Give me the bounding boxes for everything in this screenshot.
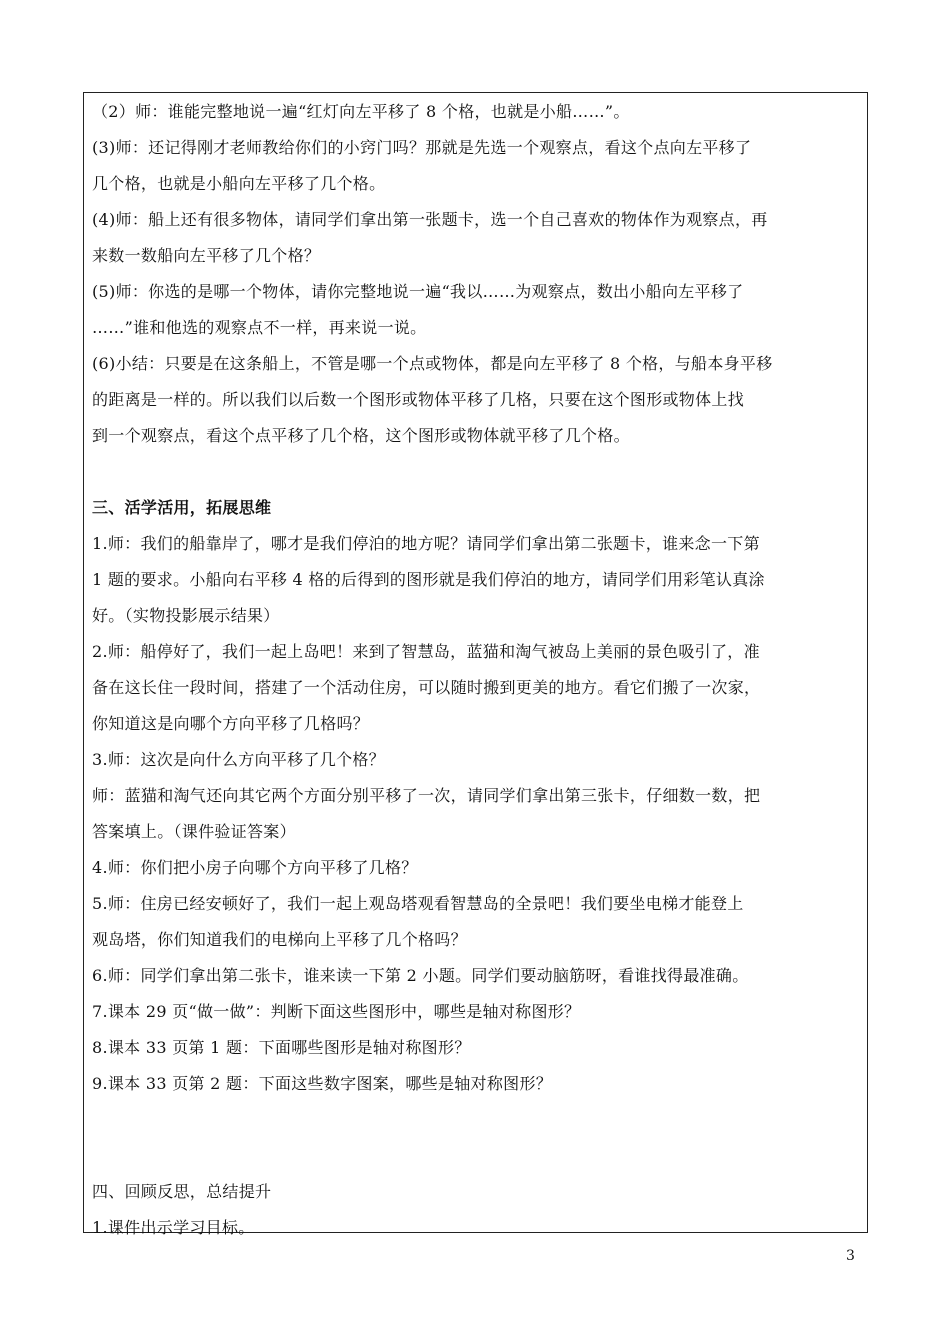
- text-line: 你知道这是向哪个方向平移了几格吗？: [92, 714, 370, 733]
- spacer: [92, 1138, 864, 1174]
- lesson-plan-content: [92, 94, 864, 1246]
- spacer: [92, 454, 864, 490]
- section-3: [92, 490, 864, 1102]
- text-line: 2.师：船停好了，我们一起上岛吧！来到了智慧岛，蓝猫和淘气被岛上美丽的景色吸引了，准: [92, 642, 760, 661]
- text-line: 观岛塔，你们知道我们的电梯向上平移了几个格吗？: [92, 930, 467, 949]
- text-line: ……”谁和他选的观察点不一样，再来说一说。: [92, 318, 427, 337]
- text-line: 好。（实物投影展示结果）: [92, 606, 280, 625]
- section-3-heading: 三、活学活用，拓展思维: [92, 498, 272, 517]
- text-line: 备在这长住一段时间，搭建了一个活动住房，可以随时搬到更美的地方。看它们搬了一次家，: [92, 678, 761, 697]
- text-line: 几个格，也就是小船向左平移了几个格。: [92, 174, 386, 193]
- section-2-body: [92, 94, 864, 454]
- text-line: 8.课本 33 页第 1 题：下面哪些图形是轴对称图形？: [92, 1038, 471, 1057]
- text-line: 的距离是一样的。所以我们以后数一个图形或物体平移了几格，只要在这个图形或物体上找: [92, 390, 745, 409]
- text-line: 1.师：我们的船靠岸了，哪才是我们停泊的地方呢？请同学们拿出第二张题卡，谁来念一下第: [92, 534, 760, 553]
- text-line: 到一个观察点，看这个点平移了几个格，这个图形或物体就平移了几个格。: [92, 426, 630, 445]
- spacer: [92, 1102, 864, 1138]
- section-4: [92, 1174, 864, 1246]
- text-line: （2）师：谁能完整地说一遍“红灯向左平移了 8 个格，也就是小船……”。: [92, 102, 630, 121]
- text-line: (3)师：还记得刚才老师教给你们的小窍门吗？那就是先选一个观察点，看这个点向左平移了: [92, 138, 752, 157]
- text-line: 答案填上。（课件验证答案）: [92, 822, 296, 841]
- section-4-heading: 四、回顾反思，总结提升: [92, 1182, 272, 1201]
- text-line: (4)师：船上还有很多物体，请同学们拿出第一张题卡，选一个自己喜欢的物体作为观察点，再: [92, 210, 768, 229]
- text-line: (6)小结：只要是在这条船上，不管是哪一个点或物体，都是向左平移了 8 个格，与船本身平移: [92, 354, 773, 373]
- text-line: 1 题的要求。小船向右平移 4 格的后得到的图形就是我们停泊的地方，请同学们用彩笔认真涂: [92, 570, 765, 589]
- text-line: 来数一数船向左平移了几个格？: [92, 246, 321, 265]
- text-line: 7.课本 29 页“做一做”：判断下面这些图形中，哪些是轴对称图形？: [92, 1002, 581, 1021]
- page-number: 3: [846, 1248, 855, 1264]
- text-line: 3.师：这次是向什么方向平移了几个格？: [92, 750, 385, 769]
- text-line: 9.课本 33 页第 2 题：下面这些数字图案，哪些是轴对称图形？: [92, 1074, 553, 1093]
- text-line: (5)师：你选的是哪一个物体，请你完整地说一遍“我以……为观察点，数出小船向左平移了: [92, 282, 744, 301]
- text-line: 5.师：住房已经安顿好了，我们一起上观岛塔观看智慧岛的全景吧！我们要坐电梯才能登上: [92, 894, 744, 913]
- text-line: 4.师：你们把小房子向哪个方向平移了几格？: [92, 858, 418, 877]
- text-line: 1.课件出示学习目标。: [92, 1218, 255, 1237]
- text-line: 师：蓝猫和淘气还向其它两个方面分别平移了一次，请同学们拿出第三张卡，仔细数一数，把: [92, 786, 761, 805]
- text-line: 6.师：同学们拿出第二张卡，谁来读一下第 2 小题。同学们要动脑筋呀，看谁找得最准确。: [92, 966, 749, 985]
